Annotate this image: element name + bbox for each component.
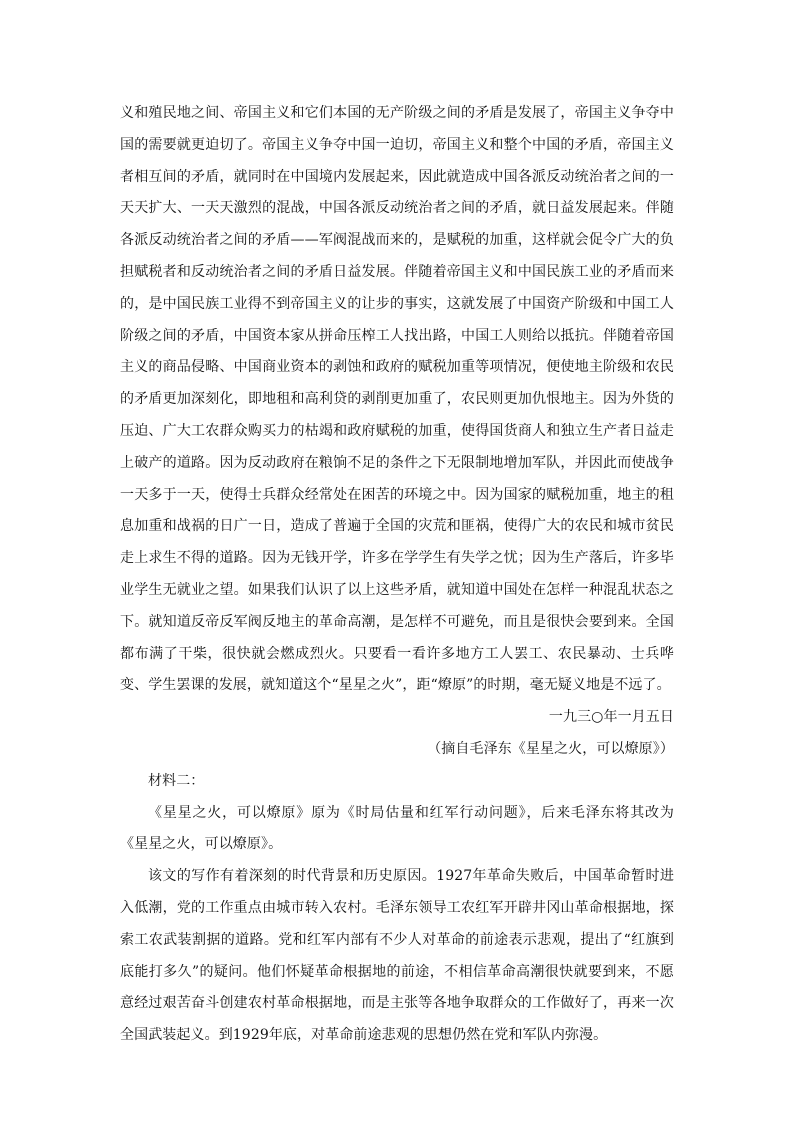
paragraph-2: 《星星之火，可以燎原》原为《时局估量和红军行动问题》，后来毛泽东将其改为《星星之火，可以燎原》。 bbox=[120, 804, 674, 853]
paragraph-3: 该文的写作有着深刻的时代背景和历史原因。1927年革命失败后，中国革命暂时进入低潮，党的工作重点由城市转入农村。毛泽东领导工农红军开辟井冈山革命根据地，探索工农武装割据的道路。党和红军内部有不少人对革命的前途表示悲观，提出了“红旗到底能打多久”的疑问。他们怀疑革命根据地的前途，不相信革命高潮很快就要到来，不愿意经过艰苦奋斗创建农村革命根据地，而是主张等各地争取群众的工作做好了，再来一次全国武装起义。到1929年底，对革命前途悲观的思想仍然在党和军队内弥漫。 bbox=[120, 868, 674, 1044]
source-line: （摘自毛泽东《星星之火，可以燎原》） bbox=[427, 740, 674, 757]
date-line: 一九三○年一月五日 bbox=[548, 709, 674, 726]
document-body bbox=[120, 98, 674, 1052]
material-label: 材料二： bbox=[148, 772, 205, 789]
paragraph-1: 义和殖民地之间、帝国主义和它们本国的无产阶级之间的矛盾是发展了，帝国主义争夺中国的需要就更迫切了。帝国主义争夺中国一迫切，帝国主义和整个中国的矛盾，帝国主义者相互间的矛盾，就同时在中国境内发展起来，因此就造成中国各派反动统治者之间的一天天扩大、一天天激烈的混战，中国各派反动统治者之间的矛盾，就日益发展起来。伴随各派反动统治者之间的矛盾——军阀混战而来的，是赋税的加重，这样就会促令广大的负担赋税者和反动统治者之间的矛盾日益发展。伴随着帝国主义和中国民族工业的矛盾而来的，是中国民族工业得不到帝国主义的让步的事实，这就发展了中国资产阶级和中国工人阶级之间的矛盾，中国资本家从拼命压榨工人找出路，中国工人则给以抵抗。伴随着帝国主义的商品侵略、中国商业资本的剥蚀和政府的赋税加重等项情况，便使地主阶级和农民的矛盾更加深刻化，即地租和高利贷的剥削更加重了，农民则更加仇恨地主。因为外货的压迫、广大工农群众购买力的枯竭和政府赋税的加重，使得国货商人和独立生产者日益走上破产的道路。因为反动政府在粮饷不足的条件之下无限制地增加军队，并因此而使战争一天多于一天，使得士兵群众经常处在困苦的环境之中。因为国家的赋税加重，地主的租息加重和战祸的日广一日，造成了普遍于全国的灾荒和匪祸，使得广大的农民和城市贫民走上求生不得的道路。因为无钱开学，许多在学学生有失学之忧；因为生产落后，许多毕业学生无就业之望。如果我们认识了以上这些矛盾，就知道中国处在怎样一种混乱状态之下。就知道反帝反军阀反地主的革命高潮，是怎样不可避免，而且是很快会要到来。全国都布满了干柴，很快就会燃成烈火。只要看一看许多地方工人罢工、农民暴动、士兵哗变、学生罢课的发展，就知道这个“星星之火”，距“燎原”的时期，毫无疑义地是不远了。 bbox=[120, 105, 674, 694]
